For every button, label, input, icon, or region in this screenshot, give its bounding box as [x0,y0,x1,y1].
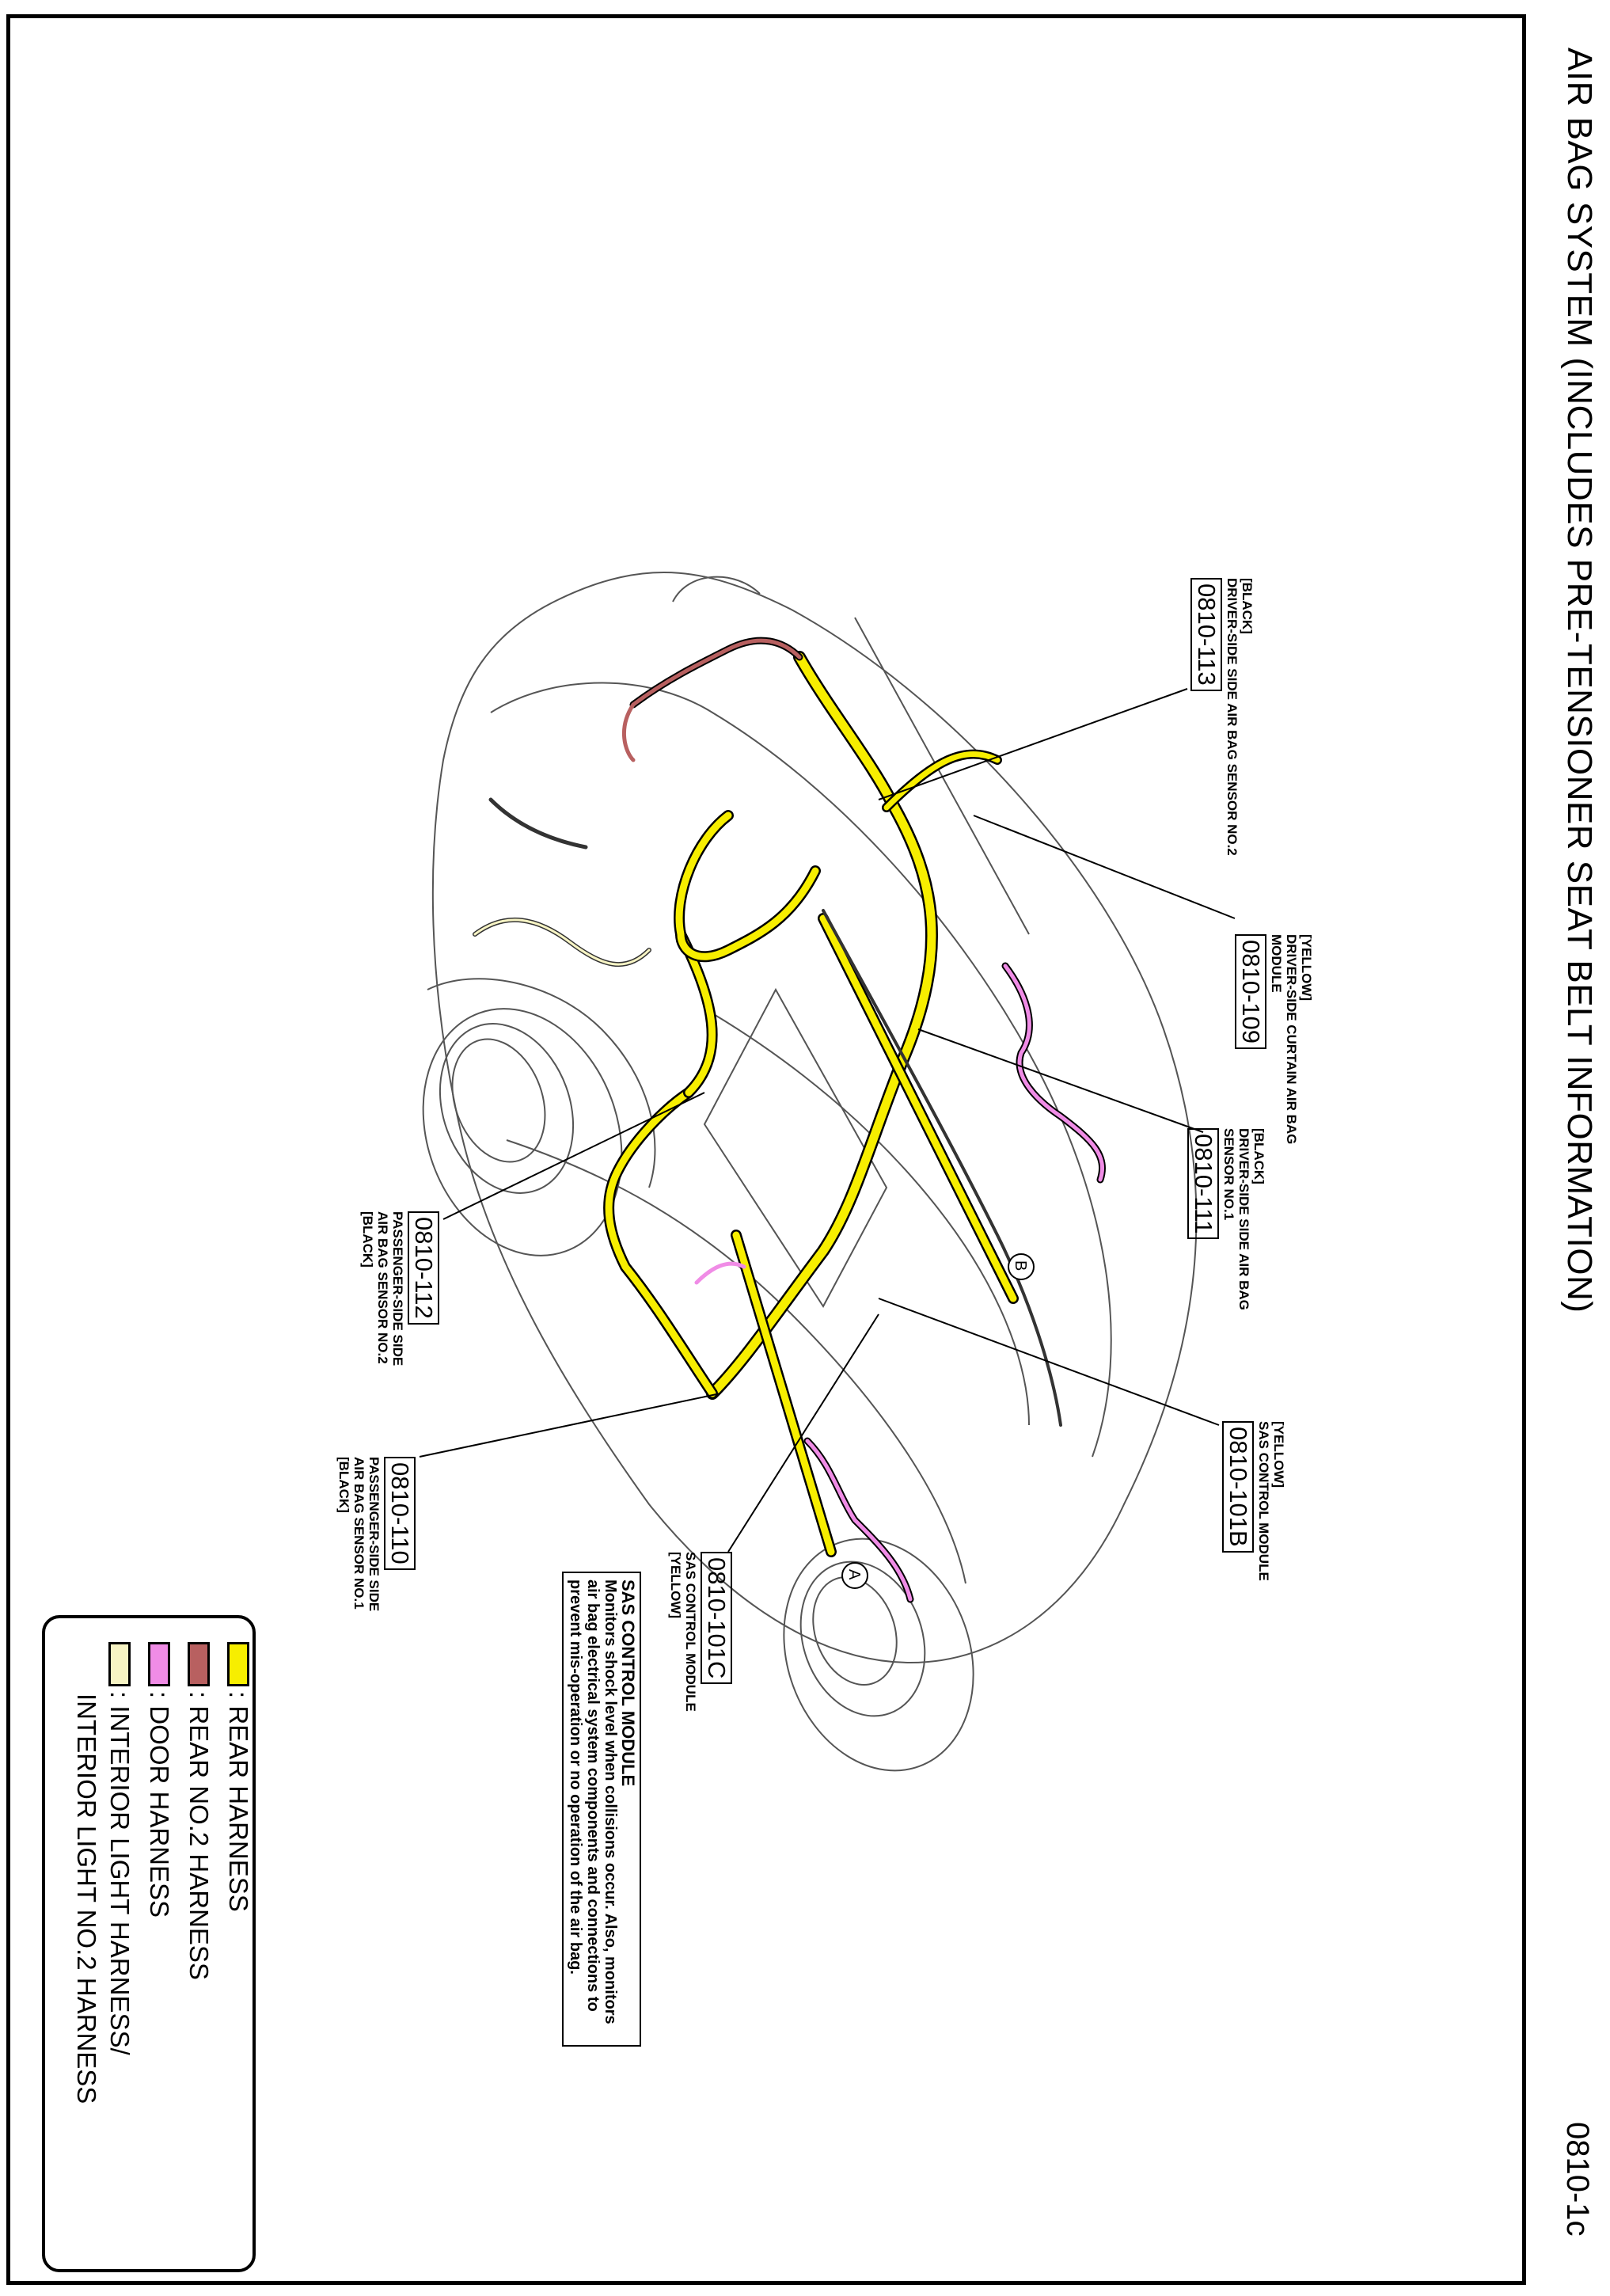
callout-0810-109 [1235,934,1314,1144]
legend-item-rear-no2-harness [184,1642,213,1980]
callout-description: PASSENGER-SIDE SIDE [390,1211,405,1367]
legend-label: : DOOR HARNESS [145,1691,174,1918]
sas-control-module-note [562,1572,641,2047]
callout-color: [BLACK] [336,1457,351,1513]
callout-description: DRIVER-SIDE SIDE AIR BAG SENSOR NO.2 [1225,578,1240,856]
callout-description: AIR BAG SENSOR NO.2 [375,1211,390,1364]
callout-description: DRIVER-SIDE SIDE AIR BAG [1236,1128,1251,1310]
callout-color: [YELLOW] [1299,934,1314,1002]
legend-swatch [188,1642,210,1686]
callout-description: PASSENGER-SIDE SIDE [366,1457,382,1612]
connector-code[interactable]: 0810-112 [408,1211,439,1325]
callout-leader-lines [420,689,1235,1552]
callout-0810-101c [668,1552,732,1712]
callout-description: SAS CONTROL MODULE [1256,1421,1271,1581]
connector-code[interactable]: 0810-111 [1187,1128,1219,1239]
connector-code[interactable]: 0810-101B [1222,1421,1254,1553]
page-number: 0810-1c [1560,2122,1595,2237]
note-body: Monitors shock level when collisions occur. Also, monitors air bag electrical system components and connections to prevent mis-operation or no operation of the air bag. [567,1579,619,2024]
callout-color: [BLACK] [1240,578,1255,634]
callout-color: [BLACK] [360,1211,375,1268]
legend-swatch [227,1642,249,1686]
legend-item-interior-light-harness [105,1642,134,2055]
legend-label: : REAR NO.2 HARNESS [184,1691,214,1980]
marker-a-label: A [845,1569,863,1580]
legend-swatch [108,1642,131,1686]
legend-item-rear-harness [224,1642,253,1912]
callout-color: [YELLOW] [1271,1421,1286,1488]
callout-color: [BLACK] [1251,1128,1266,1184]
callout-description: DRIVER-SIDE CURTAIN AIR BAG [1284,934,1299,1145]
rear-harness-wires [609,657,1013,1552]
callout-0810-112 [360,1211,439,1366]
callout-description: MODULE [1269,934,1284,993]
marker-b-label: B [1012,1260,1029,1272]
callout-color: [YELLOW] [668,1552,683,1619]
harness-legend [42,1615,256,2272]
legend-swatch [148,1642,170,1686]
callout-0810-101b [1222,1421,1286,1581]
callout-0810-113 [1190,578,1255,856]
rear-no2-harness-wires [624,641,799,760]
legend-item-door-harness [145,1642,173,1918]
callout-description: SAS CONTROL MODULE [683,1552,698,1712]
connector-code[interactable]: 0810-113 [1190,578,1222,691]
callout-description: AIR BAG SENSOR NO.1 [351,1457,366,1610]
connector-code[interactable]: 0810-110 [384,1457,416,1570]
connector-code[interactable]: 0810-101C [701,1552,732,1684]
connector-code[interactable]: 0810-109 [1235,934,1266,1049]
callout-description: SENSOR NO.1 [1221,1128,1236,1221]
legend-label: INTERIOR LIGHT NO.2 HARNESS [72,1693,101,2104]
callout-0810-110 [336,1457,416,1611]
legend-item-interior-light-no2-harness [72,1693,101,2104]
callout-0810-111 [1187,1128,1266,1310]
note-title: SAS CONTROL MODULE [618,1579,638,1787]
page-title: AIR BAG SYSTEM (INCLUDES PRE-TENSIONER SEAT BELT INFORMATION) [1560,48,1599,1313]
legend-label: : INTERIOR LIGHT HARNESS/ [105,1691,135,2055]
legend-label: : REAR HARNESS [224,1691,253,1912]
